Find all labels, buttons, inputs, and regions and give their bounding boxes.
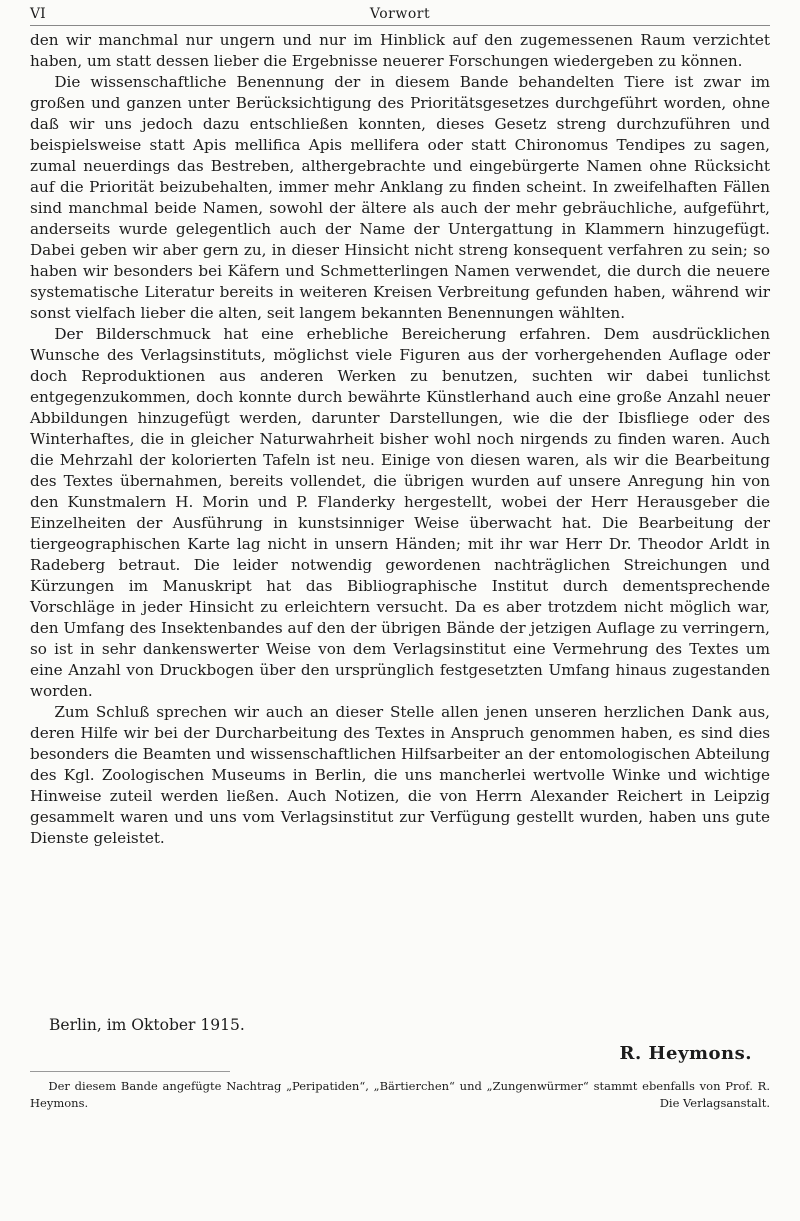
preface-body bbox=[30, 30, 770, 849]
paragraph: den wir manchmal nur ungern und nur im Hinblick auf den zugemessenen Raum verzichtet haben, um statt dessen lieber die Ergebnisse neuerer Forschungen wiedergeben zu können. bbox=[30, 31, 770, 70]
paragraph: Der Bilderschmuck hat eine erhebliche Bereicherung erfahren. Dem ausdrücklichen Wunsche des Verlagsinstituts, möglichst viele Figuren aus der vorhergehenden Auflage oder doch Reproduktionen aus anderen Werken zu benutzen, suchten wir dabei tunlichst entgegenzukommen, doch konnte durch bewährte Künstlerhand auch eine große Anzahl neuer Abbildungen hinzugefügt werden, darunter Darstellungen, wie die der Ibisfliege oder des Winterhaftes, die in gleicher Naturwahrheit bisher wohl noch nirgends zu finden waren. Auch die Mehrzahl der kolorierten Tafeln ist neu. Einige von diesen waren, als wir die Bearbeitung des Textes übernahmen, bereits vollendet, die übrigen wurden auf unsere Anregung hin von den Kunstmalern H. Morin und P. Flanderky hergestellt, wobei der Herr Herausgeber die Einzelheiten der Ausführung in kunstsinniger Weise überwacht hat. Die Bearbeitung der tiergeographischen Karte lag nicht in unsern Händen; mit ihr war Herr Dr. Theodor Arldt in Radeberg betraut. Die leider notwendig gewordenen nachträglichen Streichungen und Kürzungen im Manuskript hat das Bibliographische Institut durch dementsprechende Vorschläge in jeder Hinsicht zu erleichtern versucht. Da es aber trotzdem nicht möglich war, den Umfang des Insektenbandes auf den der übrigen Bände der jetzigen Auflage zu verringern, so ist in sehr dankenswerter Weise von dem Verlagsinstitut eine Vermehrung des Textes um eine Anzahl von Druckbogen über den ursprünglich festgesetzten Umfang hinaus zugestanden worden. bbox=[30, 325, 770, 700]
page-header bbox=[30, 2, 770, 24]
footnote-rule bbox=[30, 1071, 230, 1072]
paragraph: Zum Schluß sprechen wir auch an dieser Stelle allen jenen unseren herzlichen Dank aus, deren Hilfe wir bei der Durcharbeitung des Textes in Anspruch genommen haben, es sind dies besonders die Beamten und wissenschaftlichen Hilfsarbeiter an der entomologischen Abteilung des Kgl. Zoologischen Museums in Berlin, die uns mancherlei wertvolle Winke und wichtige Hinweise zuteil werden ließen. Auch Notizen, die von Herrn Alexander Reichert in Leipzig gesammelt waren und uns vom Verlagsinstitut zur Verfügung gestellt wurden, haben uns gute Dienste geleistet. bbox=[30, 703, 770, 847]
footnote-text: Der diesem Bande angefügte Nachtrag „Peripatiden“, „Bärtierchen“ und „Zungenwürmer“ stammt ebenfalls von Prof. R. Heymons. bbox=[30, 1079, 770, 1110]
author-signature: R. Heymons. bbox=[619, 1043, 752, 1064]
running-title: Vorwort bbox=[369, 6, 431, 22]
footnote-publisher: Die Verlagsanstalt. bbox=[659, 1096, 770, 1110]
page-number: VI bbox=[30, 6, 46, 22]
place-date: Berlin, im Oktober 1915. bbox=[49, 1016, 245, 1034]
footnote bbox=[30, 1078, 770, 1112]
paragraph: Die wissenschaftliche Benennung der in diesem Bande behandelten Tiere ist zwar im großen und ganzen unter Berücksichtigung des Prioritätsgesetzes durchgeführt worden, ohne daß wir uns jedoch dazu entschließen konnten, dieses Gesetz streng durchzuführen und beispielsweise statt Apis mellifica Apis mellifera oder statt Chironomus Tendipes zu sagen, zumal neuerdings das Bestreben, althergebrachte und eingebürgerte Namen ohne Rücksicht auf die Priorität beizubehalten, immer mehr Anklang zu finden scheint. In zweifelhaften Fällen sind manchmal beide Namen, sowohl der ältere als auch der mehr gebräuchliche, aufgeführt, anderseits wurde gelegentlich auch der Name der Untergattung in Klammern hinzugefügt. Dabei geben wir aber gern zu, in dieser Hinsicht nicht streng konsequent verfahren zu sein; so haben wir besonders bei Käfern und Schmetterlingen Namen verwendet, die durch die neuere systematische Literatur bereits in weiteren Kreisen Verbreitung gefunden haben, während wir sonst vielfach lieber die alten, seit langem bekannten Benennungen wählten. bbox=[30, 73, 770, 322]
header-rule bbox=[30, 25, 770, 26]
